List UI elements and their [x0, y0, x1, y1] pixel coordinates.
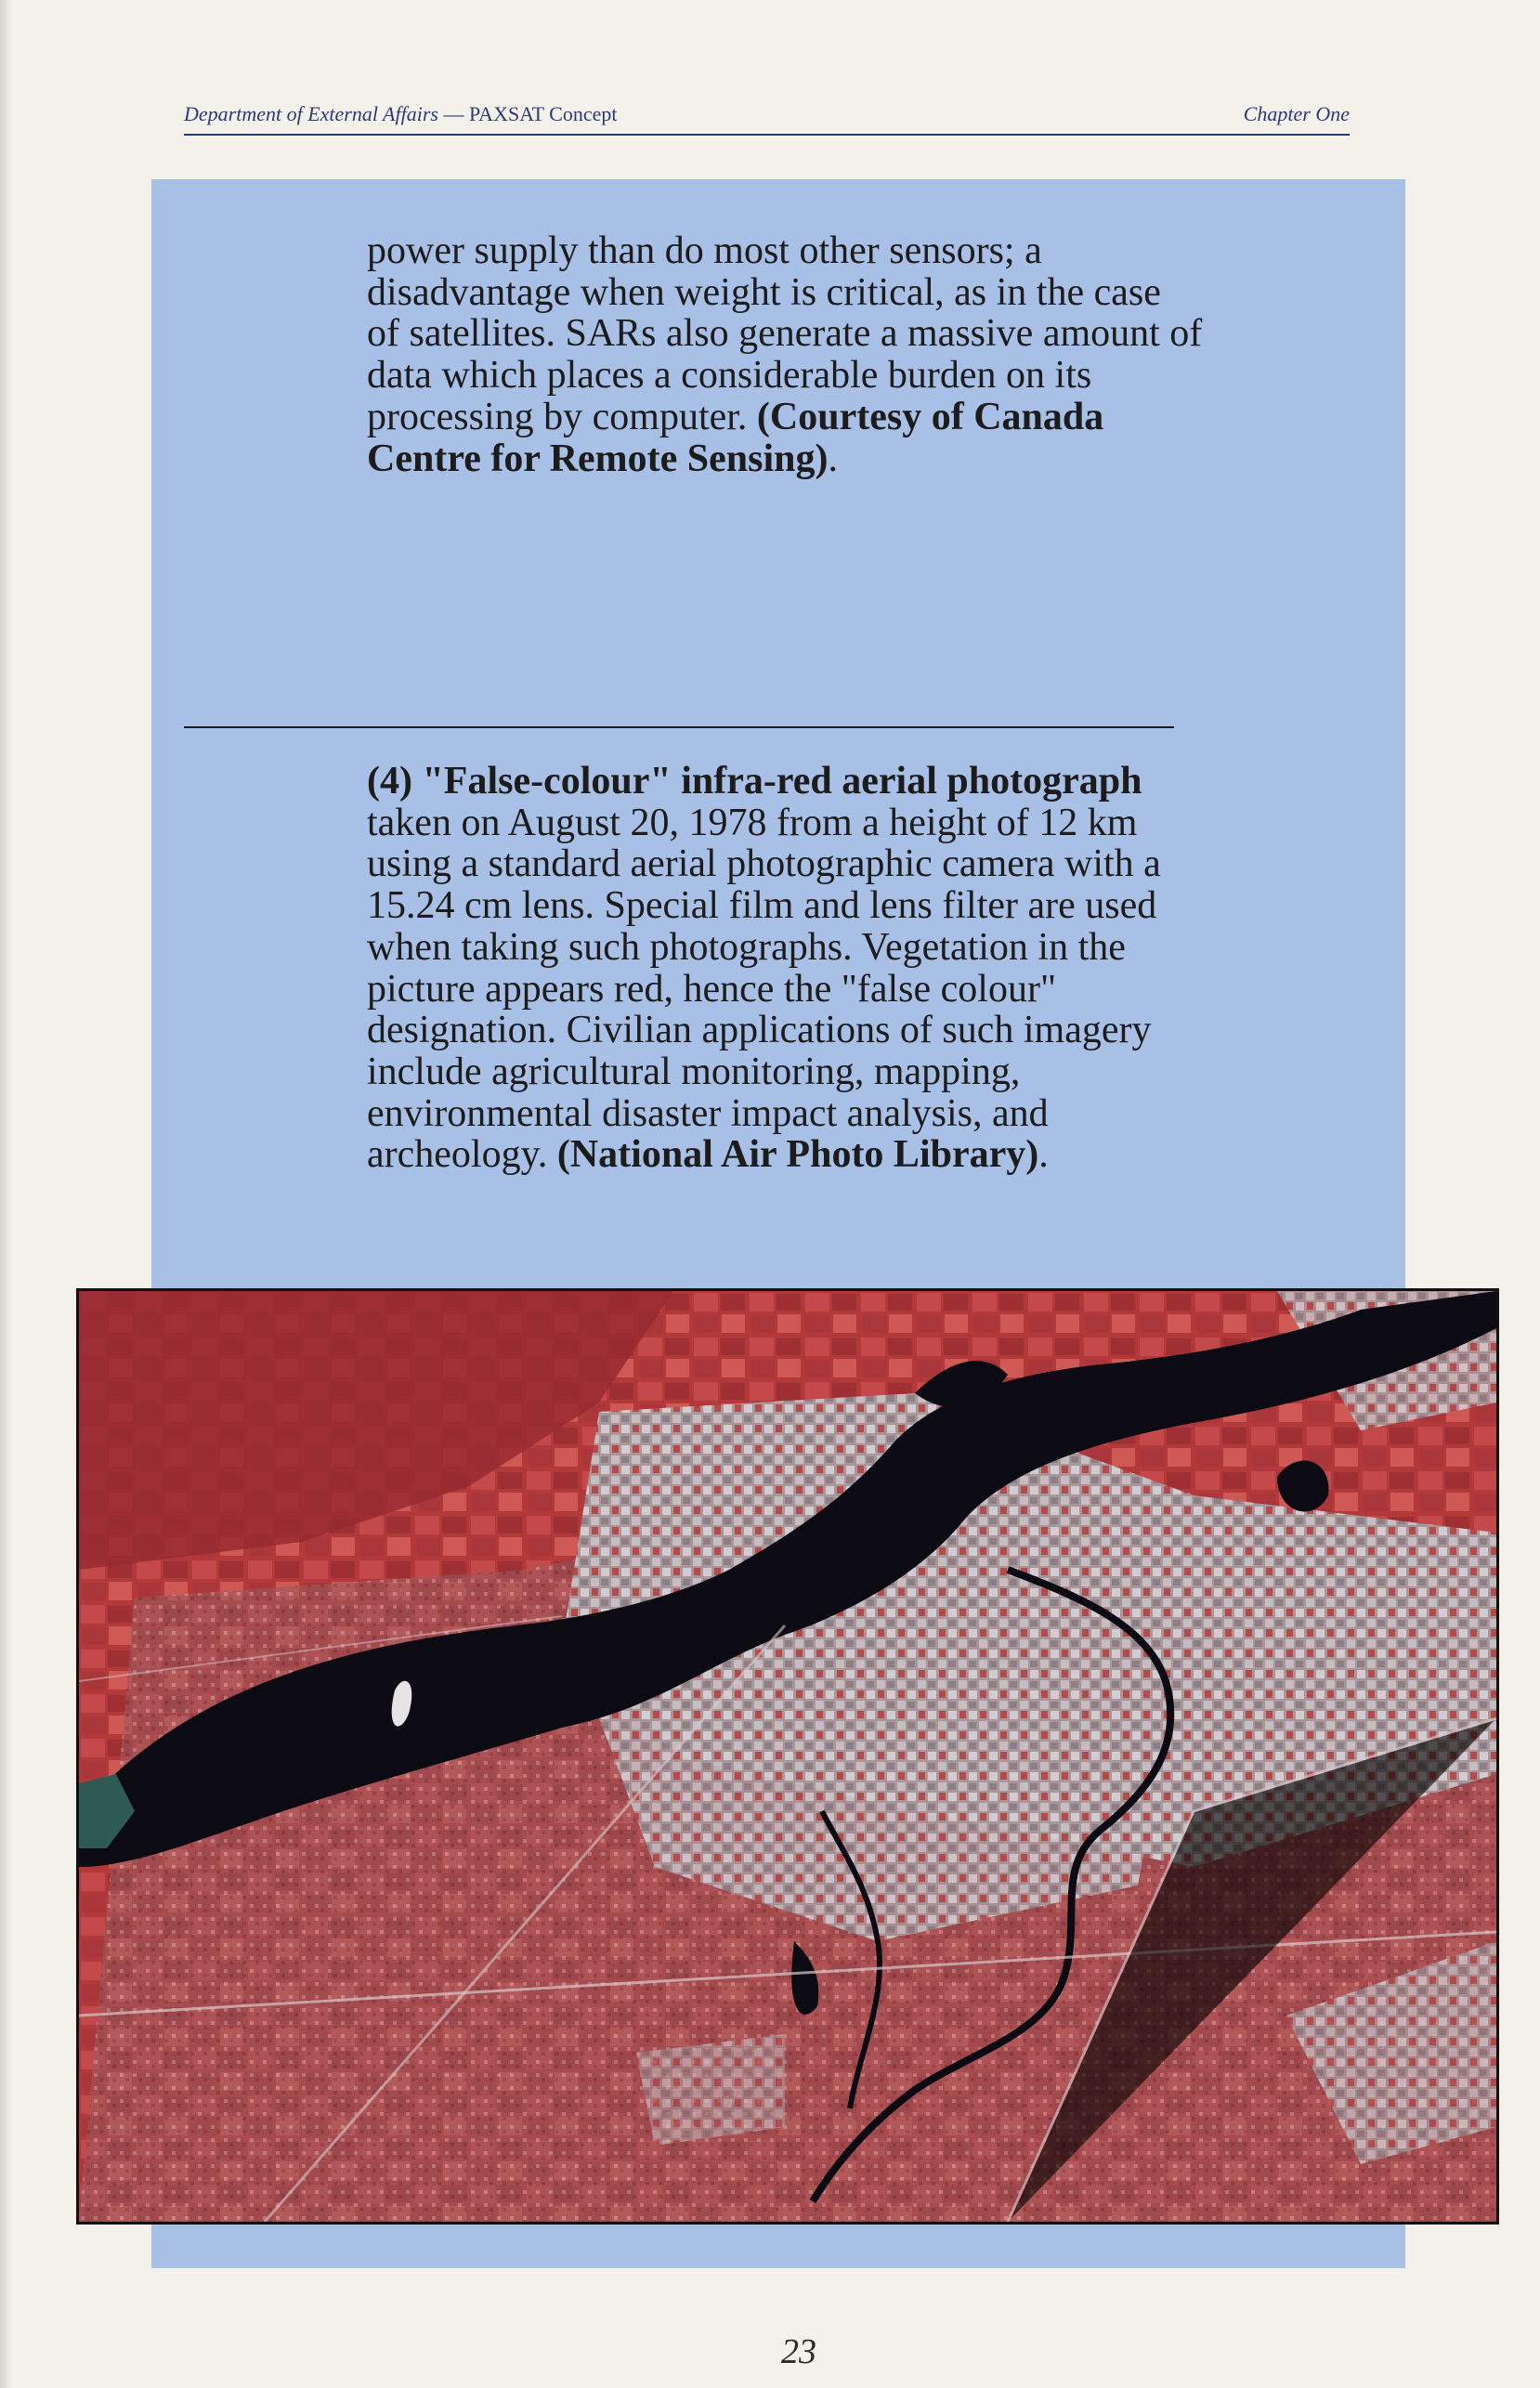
header-left [184, 102, 618, 126]
lower-caption-end: . [1038, 1133, 1049, 1177]
lower-caption-credit: (National Air Photo Library) [556, 1133, 1039, 1177]
page-number: 23 [781, 2332, 816, 2371]
header-department: Department of External Affairs [184, 102, 438, 125]
upper-caption-credit: (Courtesy of Canada Centre for Remote Sensing) [367, 395, 1104, 480]
section-divider [184, 726, 1174, 728]
lower-caption-heading: (4) "False-colour" infra-red aerial photograph [367, 760, 1142, 803]
upper-caption-text: power supply than do most other sensors; a disadvantage when weight is critical, as in the case of satellites. SARs also generate a massive amount of data which places a considerable burden on its processing by computer. [367, 229, 1203, 438]
lower-caption [367, 761, 1203, 1176]
upper-caption [367, 230, 1203, 479]
header-separator: — [437, 102, 469, 125]
header-chapter: Chapter One [1243, 102, 1350, 125]
lower-caption-text: taken on August 20, 1978 from a height of 12 km using a standard aerial photographic camera with a 15.24 cm lens. Special film and lens filter are used when taking such photographs. Vegetation in the picture appears red, hence the "false colour" designation. Civilian applications of such imagery include agricultural monitoring, mapping, environmental disaster impact analysis, and archeology. [367, 801, 1161, 1177]
aerial-photograph [76, 1288, 1499, 2225]
page-binding-edge [0, 0, 13, 2388]
upper-caption-end: . [828, 437, 839, 480]
header-concept: PAXSAT Concept [468, 102, 618, 125]
running-header [184, 97, 1350, 136]
aerial-photograph-image [79, 1291, 1496, 2222]
